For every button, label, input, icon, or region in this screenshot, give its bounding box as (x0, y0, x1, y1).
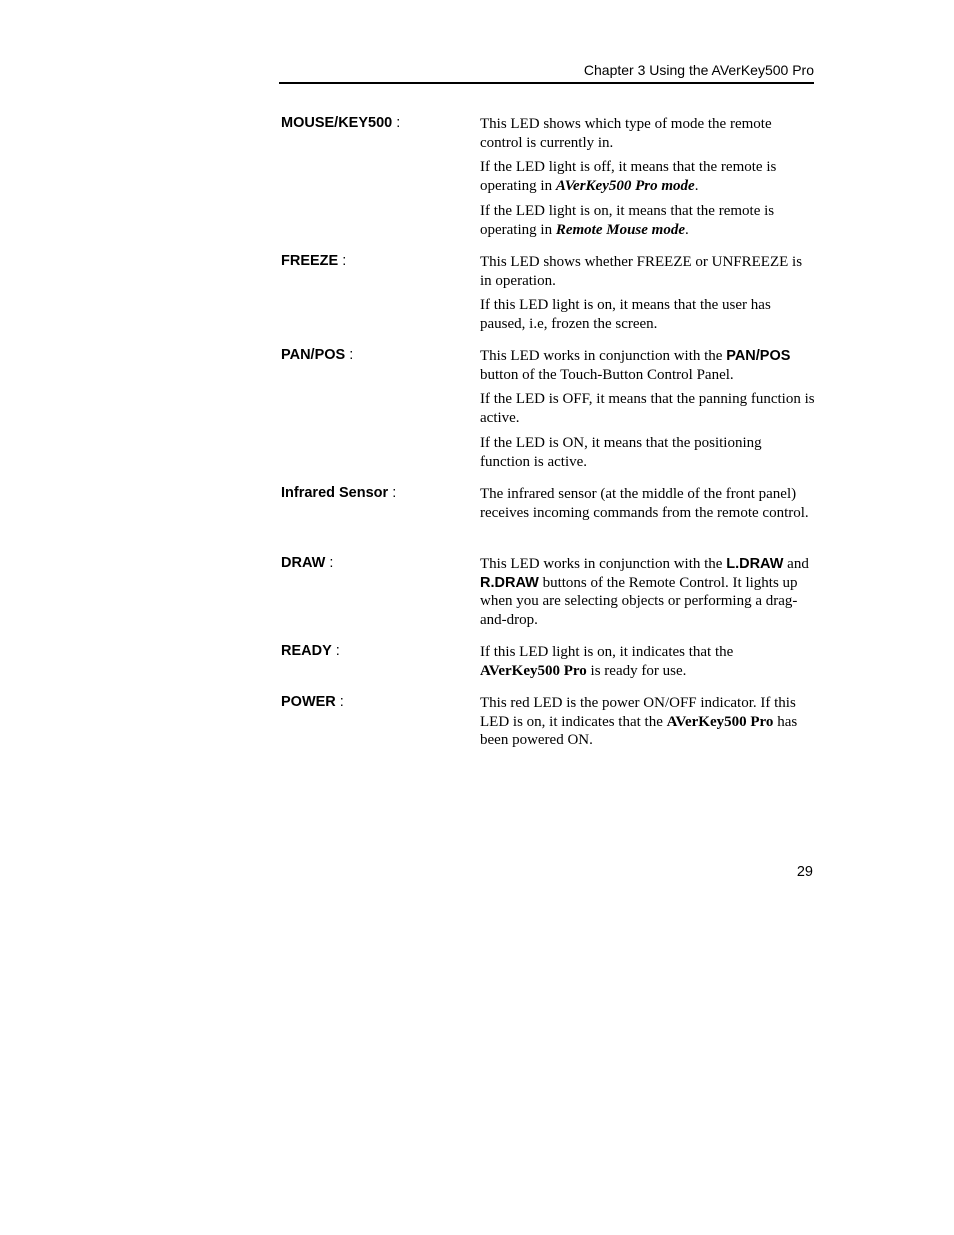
led-description (480, 694, 815, 756)
led-term: POWER : (281, 694, 344, 710)
description-paragraph: If the LED is ON, it means that the positioning function is active. (480, 434, 762, 470)
description-paragraph: If the LED is OFF, it means that the panning function is active. (480, 391, 815, 427)
description-paragraph: If this LED light is on, it indicates that the AVerKey500 Pro is ready for use. (480, 644, 734, 679)
page-number: 29 (796, 864, 813, 880)
description-paragraph: If the LED light is off, it means that the remote is operating in AVerKey500 Pro mode. (480, 159, 777, 195)
description-paragraph: This LED works in conjunction with the L.DRAW and R.DRAW buttons of the Remote Control. It lights up when you are selecting objects or performing a drag-and-drop. (480, 556, 809, 629)
led-description (480, 115, 815, 245)
led-description (480, 347, 815, 477)
description-paragraph: This LED shows whether FREEZE or UNFREEZE is in operation. (480, 254, 803, 289)
chapter-header: Chapter 3 Using the AVerKey500 Pro (279, 62, 814, 84)
led-term: MOUSE/KEY500 : (281, 115, 401, 131)
led-description (480, 643, 815, 686)
description-paragraph: If this LED light is on, it means that the user has paused, i.e, frozen the screen. (480, 297, 771, 333)
description-paragraph: The infrared sensor (at the middle of the front panel) receives incoming commands from the remote control. (480, 486, 809, 521)
led-description (480, 485, 815, 528)
led-description (480, 555, 815, 636)
led-term: Infrared Sensor : (281, 485, 397, 501)
led-term: PAN/POS : (281, 347, 354, 363)
led-term: READY : (281, 643, 340, 659)
description-paragraph: This LED shows which type of mode the remote control is currently in. (480, 116, 772, 151)
description-paragraph: If the LED light is on, it means that the remote is operating in Remote Mouse mode. (480, 202, 775, 238)
led-term: FREEZE : (281, 253, 347, 269)
led-description (480, 253, 815, 340)
description-paragraph: This red LED is the power ON/OFF indicator. If this LED is on, it indicates that the AVerKey500 Pro has been powered ON. (480, 695, 798, 749)
description-paragraph: This LED works in conjunction with the PAN/POS button of the Touch-Button Control Panel. (480, 348, 791, 383)
led-term: DRAW : (281, 555, 334, 571)
